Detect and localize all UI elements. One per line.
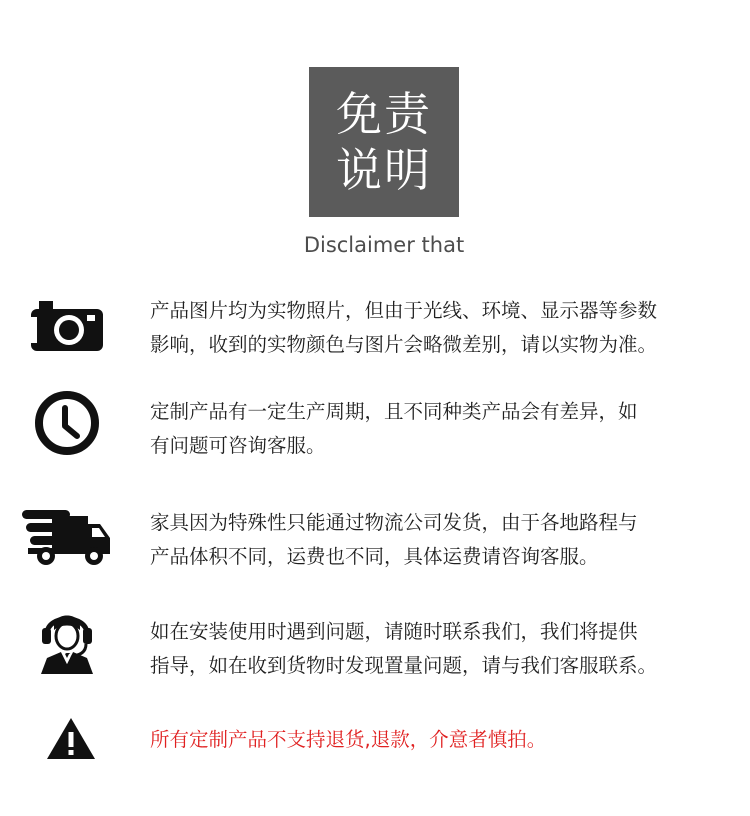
- warning-icon: [46, 716, 96, 760]
- subtitle: Disclaimer that: [303, 233, 465, 257]
- item-text-clock: [150, 395, 742, 463]
- item-text-camera: [150, 294, 742, 362]
- camera-icon: [31, 299, 103, 351]
- clock-icon: [34, 390, 100, 456]
- item-line: 如在安装使用时遇到问题，请随时联系我们，我们将提供: [150, 620, 638, 643]
- title-line-1: 免责: [336, 87, 432, 141]
- item-line: 定制产品有一定生产周期，且不同种类产品会有差异，如: [150, 400, 638, 423]
- title-line-2: 说明: [336, 143, 432, 197]
- item-text-truck: [150, 506, 742, 574]
- item-line: 家具因为特殊性只能通过物流公司发货，由于各地路程与: [150, 511, 638, 534]
- item-line: 影响，收到的实物颜色与图片会略微差别，请以实物为准。: [150, 333, 658, 356]
- item-line: 有问题可咨询客服。: [150, 434, 326, 457]
- title-box: [309, 67, 459, 217]
- item-text-service: [150, 615, 742, 683]
- warning-text: [150, 723, 742, 757]
- item-line: 指导，如在收到货物时发现置量问题，请与我们客服联系。: [150, 654, 658, 677]
- item-line: 所有定制产品不支持退货,退款，介意者慎拍。: [150, 728, 547, 751]
- customer-service-icon: [39, 604, 95, 674]
- item-line: 产品图片均为实物照片，但由于光线、环境、显示器等参数: [150, 299, 658, 322]
- item-line: 产品体积不同，运费也不同，具体运费请咨询客服。: [150, 545, 599, 568]
- truck-icon: [22, 508, 112, 566]
